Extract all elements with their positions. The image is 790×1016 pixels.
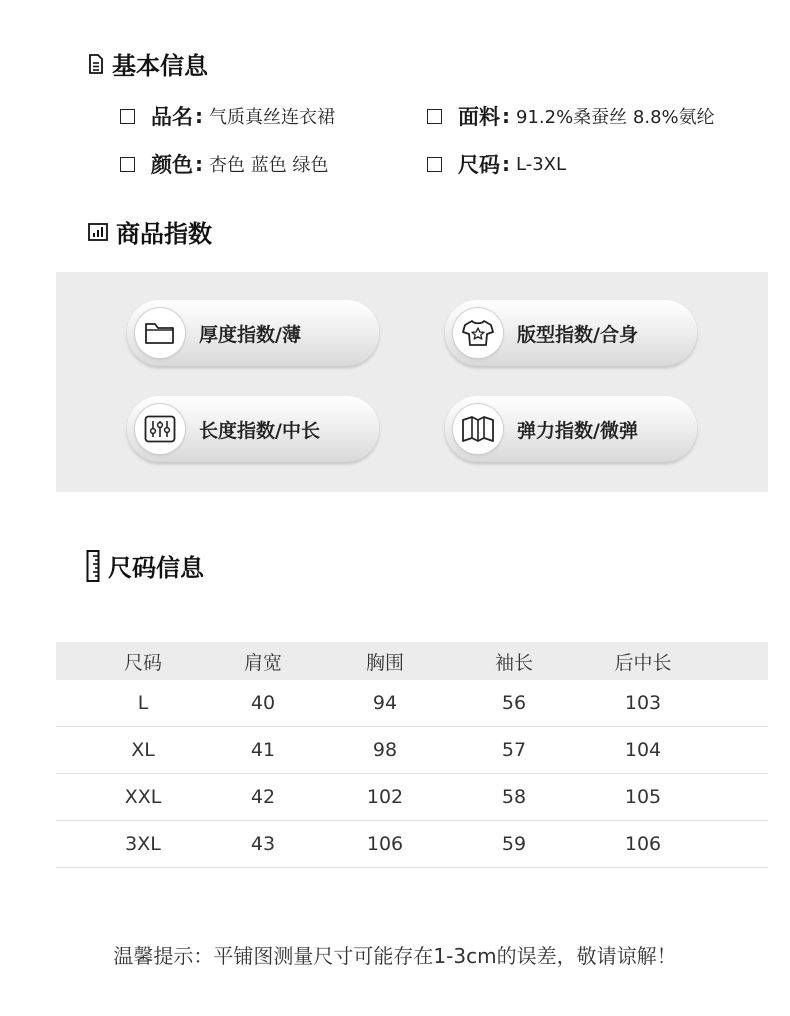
colon: : — [195, 104, 203, 128]
pill-icon-circle — [453, 308, 503, 358]
info-value: 杏色 蓝色 绿色 — [209, 155, 329, 176]
index-pill-thickness — [127, 300, 379, 366]
table-header-cell: 后中长 — [614, 651, 672, 674]
colon: : — [502, 104, 510, 128]
info-item-name — [120, 101, 335, 131]
table-row — [56, 821, 768, 868]
table-cell: 102 — [366, 786, 404, 808]
table-cell: 58 — [501, 786, 527, 808]
index-pill-elasticity — [445, 396, 697, 462]
table-cell: 106 — [366, 833, 404, 855]
table-cell: 41 — [250, 739, 276, 761]
tshirt-icon — [461, 318, 495, 348]
bar-chart-icon — [88, 223, 108, 241]
index-label: 厚度指数/薄 — [199, 323, 301, 346]
table-cell: 57 — [501, 739, 527, 761]
colon: : — [195, 152, 203, 176]
document-icon — [88, 54, 104, 74]
table-cell: 3XL — [125, 833, 161, 855]
folder-icon — [144, 320, 176, 346]
map-icon — [461, 415, 495, 443]
index-pill-length — [127, 396, 379, 462]
info-item-fabric — [427, 101, 715, 131]
pill-icon-circle — [135, 404, 185, 454]
info-value: L-3XL — [516, 153, 567, 175]
table-header-cell: 胸围 — [365, 651, 404, 674]
index-panel — [56, 272, 768, 492]
table-row — [56, 680, 768, 727]
section-title-text: 基本信息 — [112, 52, 208, 80]
colon: : — [502, 152, 510, 176]
sliders-icon — [144, 415, 176, 443]
info-value: 气质真丝连衣裙 — [209, 107, 335, 128]
checkbox-icon — [427, 157, 442, 172]
section-title-text: 尺码信息 — [108, 554, 204, 582]
info-key: 品名 — [151, 105, 193, 129]
index-label: 弹力指数/微弹 — [517, 419, 638, 442]
section-title-product-index — [88, 214, 212, 249]
table-header-cell: 肩宽 — [243, 651, 282, 674]
pill-icon-circle — [135, 308, 185, 358]
pill-icon-circle — [453, 404, 503, 454]
table-cell: 42 — [250, 786, 276, 808]
section-title-size-info — [86, 548, 204, 583]
footer-note: 温馨提示：平铺图测量尺寸可能存在1-3cm的误差，敬请谅解！ — [113, 944, 677, 968]
checkbox-icon — [120, 109, 135, 124]
section-title-basic-info — [88, 46, 208, 81]
table-cell: 103 — [624, 692, 662, 714]
info-key: 面料 — [458, 105, 500, 129]
index-label: 版型指数/合身 — [517, 323, 638, 346]
checkbox-icon — [427, 109, 442, 124]
info-key: 颜色 — [151, 153, 193, 177]
table-cell: 59 — [501, 833, 527, 855]
info-item-color — [120, 149, 328, 179]
table-cell: XL — [131, 739, 155, 761]
table-cell: 105 — [624, 786, 662, 808]
info-value: 91.2%桑蚕丝 8.8%氨纶 — [516, 107, 715, 128]
table-header-cell: 尺码 — [123, 651, 162, 674]
table-row — [56, 727, 768, 774]
table-cell: 94 — [372, 692, 398, 714]
info-item-size — [427, 149, 566, 179]
table-cell: L — [137, 692, 149, 714]
table-cell: 98 — [372, 739, 398, 761]
info-key: 尺码 — [458, 153, 500, 177]
table-cell: 40 — [250, 692, 276, 714]
table-cell: XXL — [124, 786, 162, 808]
table-header-cell: 袖长 — [494, 651, 533, 674]
table-cell: 106 — [624, 833, 662, 855]
table-cell: 56 — [501, 692, 527, 714]
table-header-row — [56, 642, 768, 680]
table-row — [56, 774, 768, 821]
section-title-text: 商品指数 — [116, 220, 212, 248]
table-cell: 43 — [250, 833, 276, 855]
index-label: 长度指数/中长 — [199, 419, 320, 442]
size-table — [56, 642, 768, 868]
checkbox-icon — [120, 157, 135, 172]
ruler-icon — [86, 550, 100, 582]
table-cell: 104 — [624, 739, 662, 761]
index-pill-fit — [445, 300, 697, 366]
